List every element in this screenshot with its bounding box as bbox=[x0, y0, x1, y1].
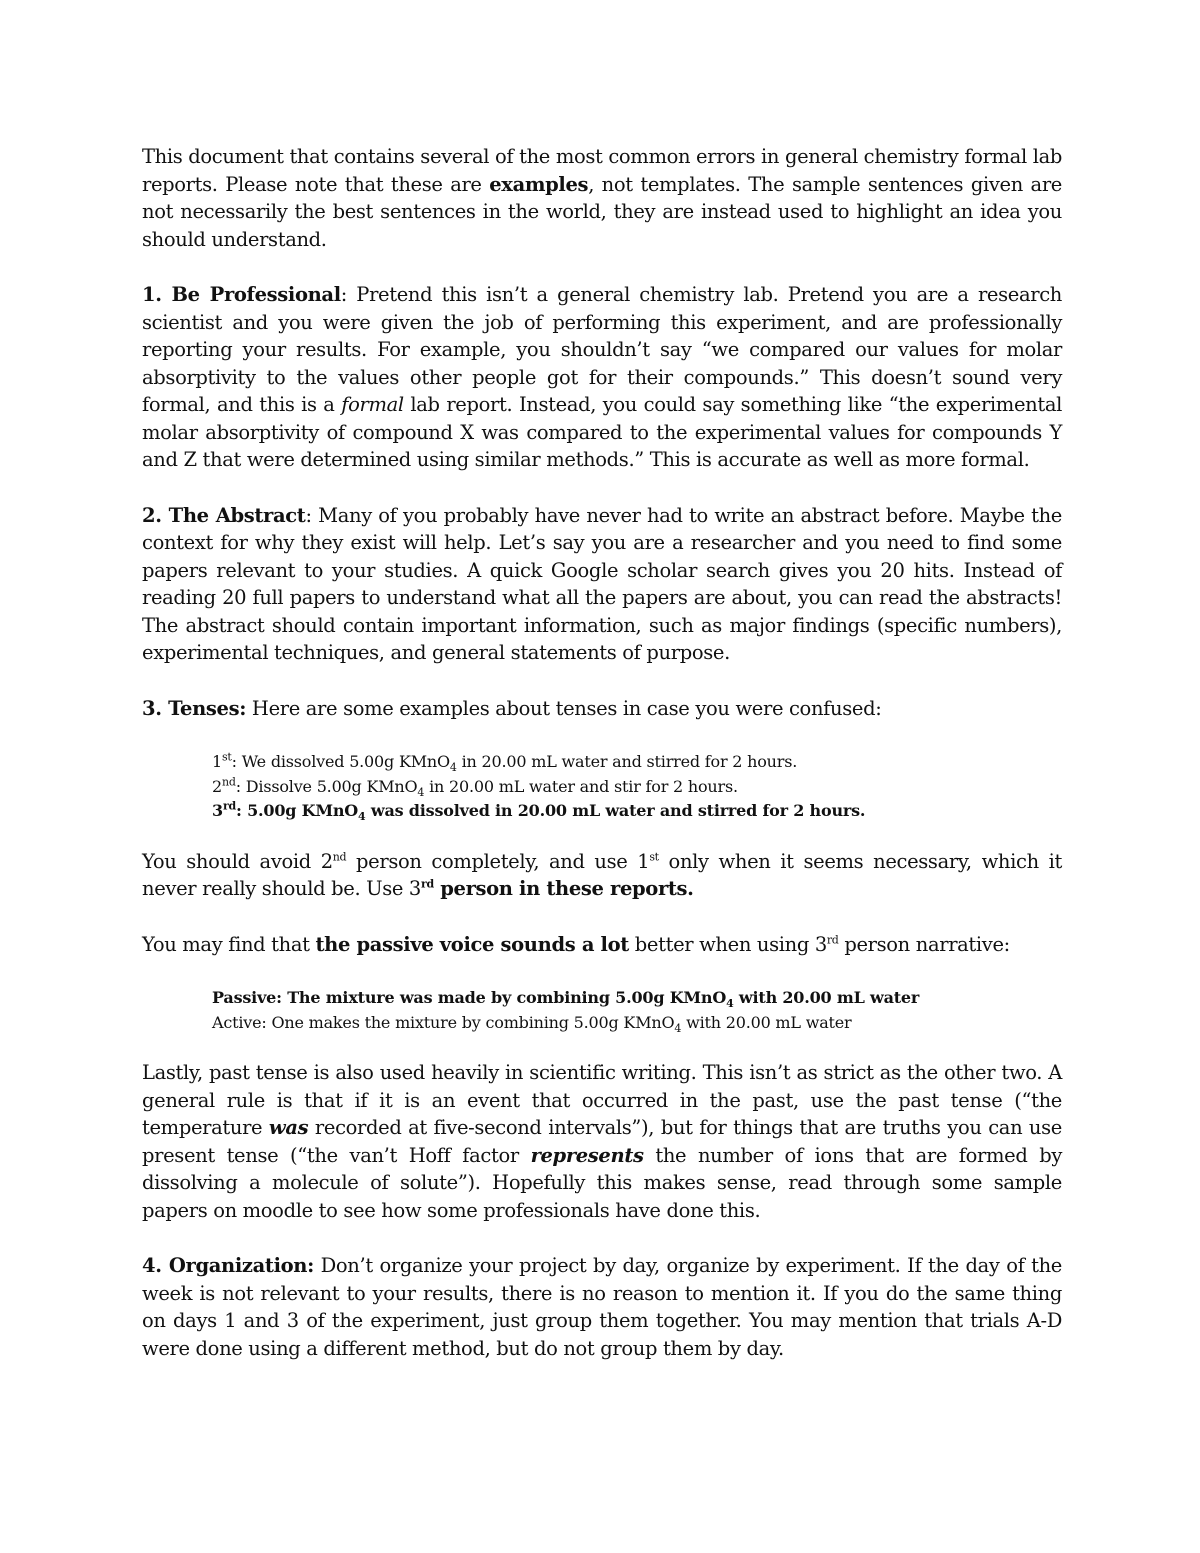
intro-text-2: , not templates. The sample sentences given are not necessarily the best sentences in the world, they are instead used to highlight an idea you should understand. bbox=[142, 172, 1062, 251]
tense-examples bbox=[212, 750, 1062, 824]
example-second-person: 2nd: Dissolve 5.00g KMnO$_4$ in 20.00 mL water and stir for 2 hours. bbox=[212, 775, 738, 799]
section-organization bbox=[142, 1252, 1062, 1362]
section-text-2: lab report. Instead, you could say something like “the experimental molar absorptivity of compound X was compared to the experimental values for compounds Y and Z that were determined using similar methods.” This is accurate as well as more formal. bbox=[142, 393, 1062, 471]
section-text: Don’t organize your project by day, organize by experiment. If the day of the week is not relevant to your results, there is no reason to mention it. If you do the same thing on days 1 and 3 of the experiment, just group them together. You may mention that trials A-D were done using a different method, but do not group them by day. bbox=[142, 1254, 1062, 1360]
past-tense-paragraph: Lastly, past tense is also used heavily in scientific writing. This isn’t as strict as the other two. A general rule is that if it is an event that occurred in the past, use the past tense (“the temperature was recorded at five-second intervals”), but for things that are truths you can use present tense (“the van’t Hoff factor represents the number of ions that are formed by dissolving a molecule of solute”). Hopefully this makes sense, read through some sample papers on moodle to see how some professionals have done this. bbox=[142, 1061, 1063, 1222]
passive-voice-paragraph: You may find that the passive voice sounds a lot better when using 3rd person narrative: bbox=[142, 932, 1010, 956]
section-text: : Pretend this isn’t a general chemistry lab. Pretend you are a research scientist and you were given the job of performing this experiment, and are professionally reporting your results. For example, you shouldn’t say “we compared our values for molar absorptivity to the values other people got for their compounds.” This doesn’t sound very formal, and this is a bbox=[142, 283, 1062, 416]
example-third-person: 3rd: 5.00g KMnO$_4$ was dissolved in 20.00 mL water and stirred for 2 hours. bbox=[212, 799, 866, 824]
example-first-person: 1st: We dissolved 5.00g KMnO$_4$ in 20.00 mL water and stirred for 2 hours. bbox=[212, 750, 798, 775]
section-text: : Many of you probably have never had to write an abstract before. Maybe the context for why they exist will help. Let’s say you are a researcher and you need to find some papers relevant to your studies. A quick Google scholar search gives you 20 hits. Instead of reading 20 full papers to understand what all the papers are about, you can read the abstracts! The abstract should contain important information, such as major findings (specific numbers), experimental techniques, and general statements of purpose. bbox=[142, 503, 1062, 664]
section-professional bbox=[142, 281, 1062, 474]
person-advice-paragraph: You should avoid 2nd person completely, and use 1st only when it seems necessary, which it never really should be. Use 3rd person in these reports. bbox=[142, 849, 1062, 900]
example-active: Active: One makes the mixture by combining 5.00g KMnO$_4$ with 20.00 mL water bbox=[212, 1012, 852, 1035]
section-text: Here are some examples about tenses in case you were confused: bbox=[246, 696, 882, 720]
intro-emphasis: examples bbox=[489, 172, 589, 196]
section-heading-organization: 4. Organization: bbox=[142, 1254, 314, 1277]
intro-paragraph bbox=[142, 143, 1062, 253]
example-passive: Passive: The mixture was made by combining 5.00g KMnO$_4$ with 20.00 mL water bbox=[212, 988, 920, 1011]
section-heading-professional: 1. Be Professional bbox=[142, 283, 341, 306]
voice-examples bbox=[212, 986, 1062, 1035]
intro-text: This document that contains several of the most common errors in general chemistry formal lab reports. Please note that these are bbox=[142, 145, 1062, 196]
section-tenses-intro bbox=[142, 695, 1062, 723]
section-heading-tenses: 3. Tenses: bbox=[142, 696, 247, 720]
section-abstract bbox=[142, 502, 1062, 667]
section-heading-abstract: 2. The Abstract bbox=[142, 503, 306, 527]
section-emphasis: formal bbox=[341, 393, 404, 416]
